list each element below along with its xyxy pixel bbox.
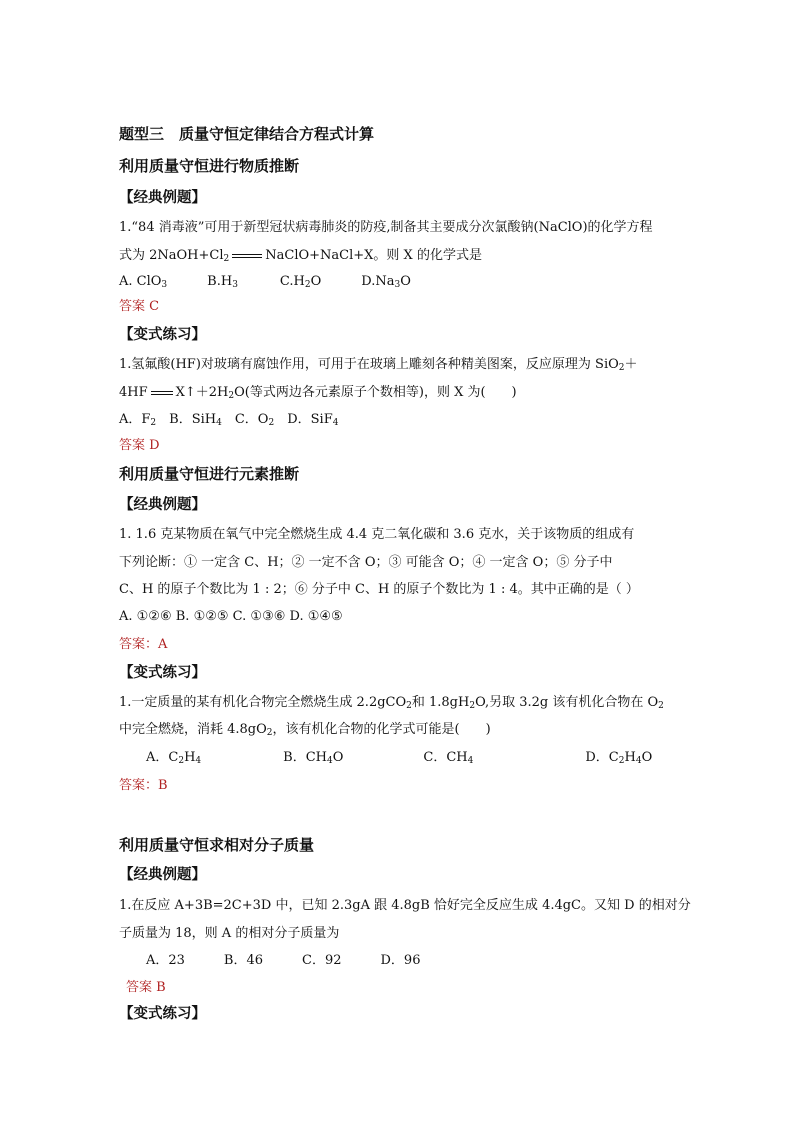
answer: 答案 C: [119, 299, 160, 314]
question-line: C、H 的原子个数比为 1 : 2；⑥ 分子中 C、H 的原子个数比为 1 : 4。其中正确的是（ ）: [119, 582, 639, 597]
question-line: 1. 1.6 克某物质在氧气中完全燃烧生成 4.4 克二氧化碳和 3.6 克水，关于该物质的组成有: [119, 527, 635, 542]
section-title: 题型三 质量守恒定律结合方程式计算: [119, 125, 375, 143]
answer: 答案 B: [126, 980, 166, 995]
options-row: A. ClO$_3$ $B.H_3$ $C.H_2O$ $D.Na_3O$: [119, 274, 411, 290]
practice-tag: 【变式练习】: [119, 665, 206, 681]
question-line: 1.“84 消毒液”可用于新型冠状病毒肺炎的防疫,制备其主要成分次氯酸钠(NaClO)的化学方程: [119, 220, 653, 235]
practice-line: 4HF $X↑+2H_2O$(等式两边各元素原子个数相等)，则 X 为( ): [119, 385, 517, 401]
options-row: A. ①②⑥ B. ①②⑤ C. ①③⑥ D. ①④⑤: [119, 609, 343, 624]
answer: 答案 D: [119, 438, 160, 453]
heading-relative-molecular-mass: 利用质量守恒求相对分子质量: [119, 836, 315, 854]
question-line: 1.在反应 A+3B=2C+3D 中，已知 2.3gA 跟 4.8gB 恰好完全反应生成 4.4gC。又知 D 的相对分: [119, 898, 691, 913]
example-tag: 【经典例题】: [119, 497, 206, 513]
options-row: A．23 B．46 C．92 D．96: [146, 953, 421, 968]
equation-sign: [151, 391, 173, 395]
question-line: 下列论断：① 一定含 C、H；② 一定不含 O；③ 可能含 O；④ 一定含 O；⑤ 分子中: [119, 555, 613, 570]
practice-line: 1.一定质量的某有机化合物完全燃烧生成 2.2gCO$_2$和 $1.8gH_2O$,另取 3.2g 该有机化合物在 $O_2$: [119, 695, 664, 711]
heading-element-inference: 利用质量守恒进行元素推断: [119, 465, 300, 483]
equation-sign: [232, 254, 262, 258]
example-tag: 【经典例题】: [119, 190, 206, 206]
example-tag: 【经典例题】: [119, 867, 206, 883]
question-line: 子质量为 18，则 A 的相对分子质量为: [119, 926, 340, 941]
question-line: 式为 $2NaOH+Cl_2$ NaClO+NaCl+X。则 X 的化学式是: [119, 248, 482, 264]
practice-tag: 【变式练习】: [119, 1006, 206, 1022]
options-row: A．$C_2H_4$ B．$CH_4O$ C．$CH_4$ D．$C_2H_4O$: [146, 750, 653, 766]
answer: 答案：B: [119, 778, 168, 793]
heading-substance-inference: 利用质量守恒进行物质推断: [119, 157, 300, 175]
practice-tag: 【变式练习】: [119, 327, 206, 343]
practice-line: 1.氢氟酸(HF)对玻璃有腐蚀作用，可用于在玻璃上雕刻各种精美图案，反应原理为 SiO$_2$＋: [119, 357, 638, 373]
practice-line: 中完全燃烧，消耗 $4.8gO_2$，该有机化合物的化学式可能是( ): [119, 722, 491, 738]
answer: 答案：A: [119, 637, 168, 652]
options-row: A．$F_2$ B．SiH$_4$ C．$O_2$ D．SiF$_4$: [119, 412, 339, 428]
